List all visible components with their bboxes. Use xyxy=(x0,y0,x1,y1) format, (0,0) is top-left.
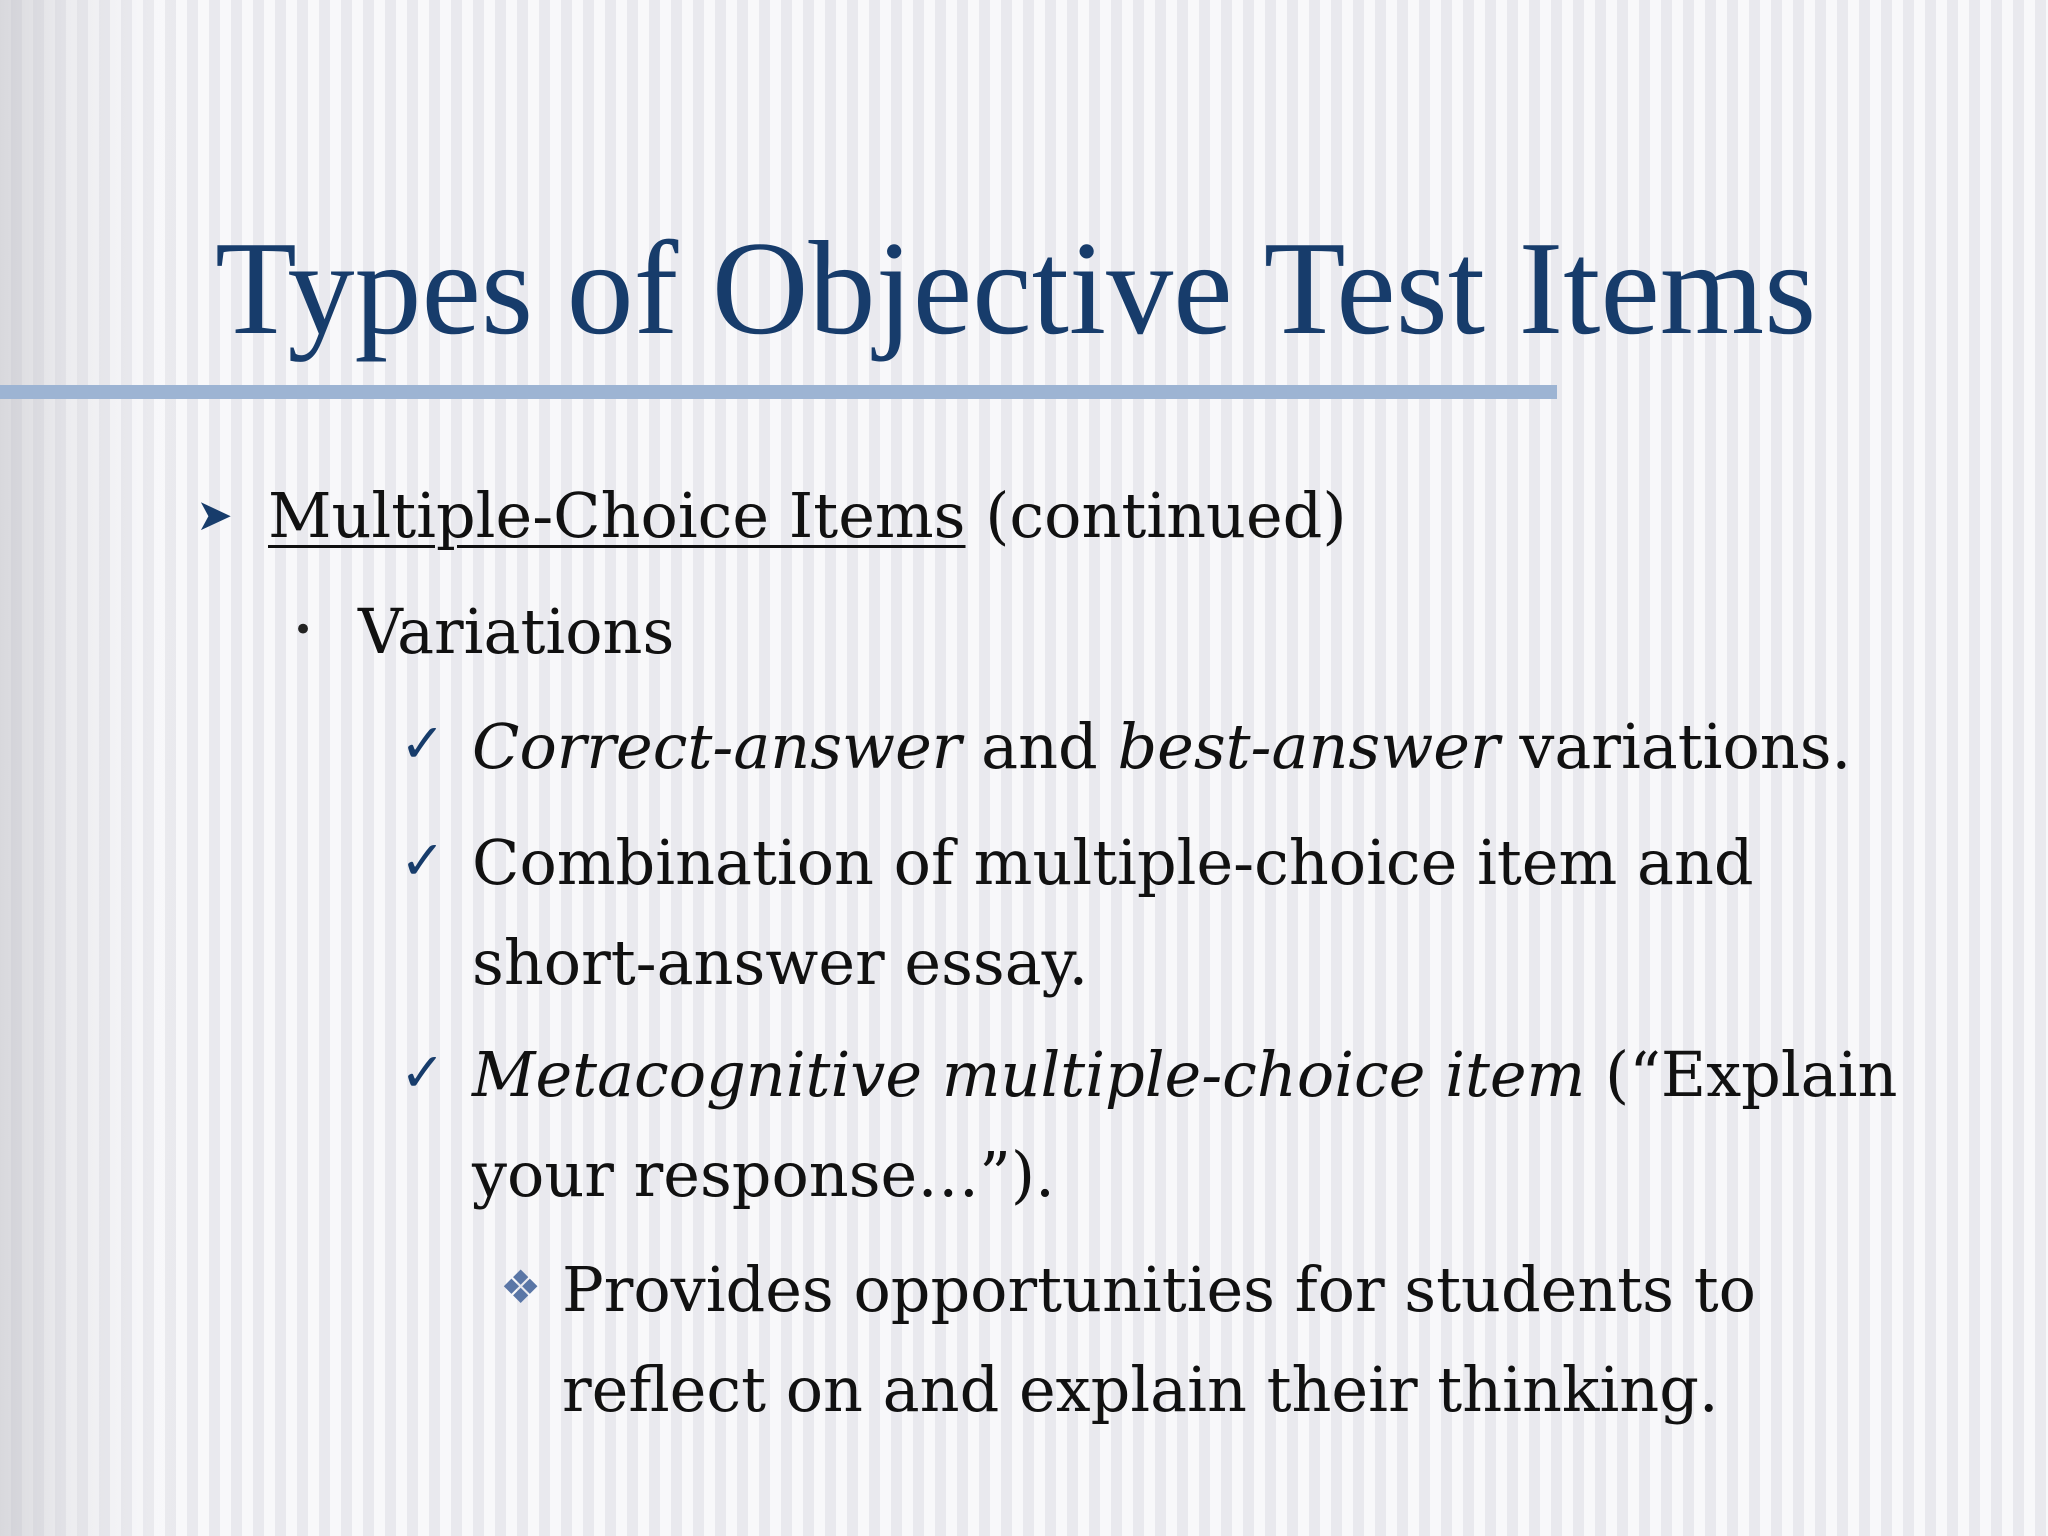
variation-combination: Combination of multiple-choice item and short-answer essay. xyxy=(472,826,1754,999)
sub-point-reflection: Provides opportunities for students to reflect on and explain their thinking. xyxy=(562,1253,1756,1426)
variation-text-2: variations. xyxy=(1499,710,1852,783)
variation-correct-best-answer xyxy=(472,697,1922,797)
checkmark-icon: ✓ xyxy=(400,712,446,775)
dot-bullet-icon: • xyxy=(293,610,314,650)
bullet-multiple-choice-items xyxy=(268,466,1347,566)
variation-text-1: and xyxy=(961,710,1118,783)
variation-italic-1: Correct-answer xyxy=(472,710,962,783)
checkmark-icon: ✓ xyxy=(400,1041,446,1104)
slide-title: Types of Objective Test Items xyxy=(215,214,1817,362)
topic-suffix: (continued) xyxy=(965,479,1347,552)
diamond-bullet-icon: ❖ xyxy=(500,1260,542,1314)
variation-metacognitive-text: (“Explain your response…”). xyxy=(472,1038,1898,1211)
arrowhead-bullet-icon: ➤ xyxy=(196,490,233,541)
checkmark-icon: ✓ xyxy=(400,829,446,892)
topic-label: Multiple-Choice Items xyxy=(268,479,966,552)
variation-metacognitive xyxy=(472,1025,1922,1225)
variation-italic-2: best-answer xyxy=(1117,710,1500,783)
variation-metacognitive-italic: Metacognitive multiple-choice item xyxy=(472,1038,1586,1111)
bullet-variations: Variations xyxy=(358,595,675,668)
